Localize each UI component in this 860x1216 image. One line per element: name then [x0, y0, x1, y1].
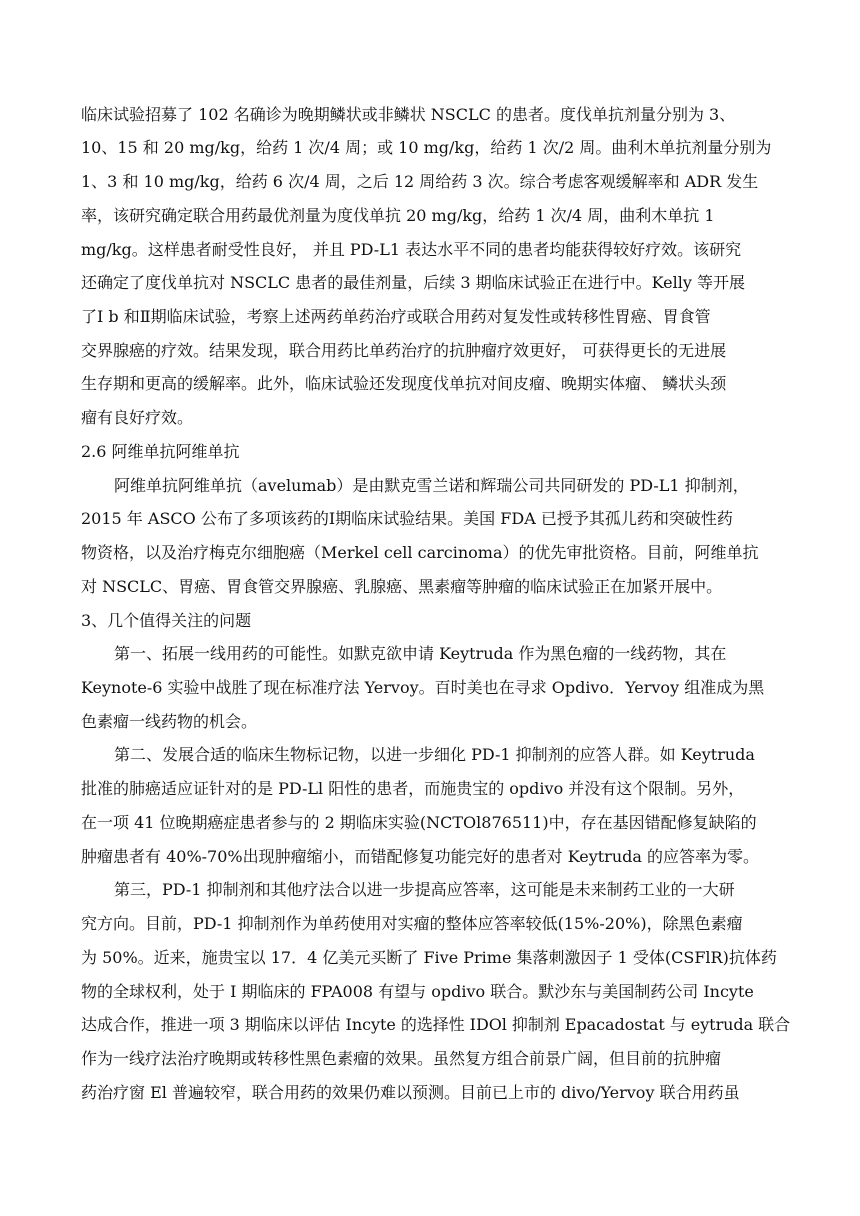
text-line: 交界腺癌的疗效。结果发现，联合用药比单药治疗的抗肿瘤疗效更好， 可获得更长的无进展: [81, 341, 727, 360]
text-line: 达成合作，推进一项 3 期临床以评估 Incyte 的选择性 IDOl 抑制剂 Epacadostat 与 eytruda 联合: [81, 1015, 791, 1034]
text-line: 了Ⅰ b 和Ⅱ期临床试验，考察上述两药单药治疗或联合用药对复发性或转移性胃癌、胃食管: [81, 307, 711, 326]
text-line: mg/kg。这样患者耐受性良好， 并且 PD-L1 表达水平不同的患者均能获得较好疗效。该研究: [81, 240, 742, 259]
text-line: Keynote-6 实验中战胜了现在标准疗法 Yervoy。百时美也在寻求 Opdivo．Yervoy 组准成为黑: [81, 678, 765, 697]
paragraph-start-line: 第一、拓展一线用药的可能性。如默克欲申请 Keytruda 作为黑色瘤的一线药物，其在: [114, 644, 727, 663]
text-line: 物资格，以及治疗梅克尔细胞癌（Merkel cell carcinoma）的优先审批资格。目前，阿维单抗: [81, 543, 759, 562]
text-line: 究方向。目前，PD-1 抑制剂作为单药使用对实瘤的整体应答率较低(15%-20%)，除黑色素瘤: [81, 914, 743, 933]
text-line: 在一项 41 位晚期癌症患者参与的 2 期临床实验(NCTOl876511)中，存在基因错配修复缺陷的: [81, 813, 757, 832]
text-line: 物的全球权利，处于 I 期临床的 FPA008 有望与 opdivo 联合。默沙东与美国制药公司 Incyte: [81, 982, 754, 1001]
text-line: 对 NSCLC、胃癌、胃食管交界腺癌、乳腺癌、黑素瘤等肿瘤的临床试验正在加紧开展中。: [81, 577, 723, 596]
text-line: 还确定了度伐单抗对 NSCLC 患者的最佳剂量，后续 3 期临床试验正在进行中。Kelly 等开展: [81, 273, 745, 292]
section-heading: 2.6 阿维单抗阿维单抗: [81, 442, 240, 461]
paragraph-start-line: 阿维单抗阿维单抗（avelumab）是由默克雪兰诺和辉瑞公司共同研发的 PD-L1 抑制剂，: [114, 476, 749, 495]
paragraph-start-line: 第二、发展合适的临床生物标记物，以进一步细化 PD-1 抑制剂的应答人群。如 Keytruda: [114, 745, 755, 764]
text-line: 为 50%。近来，施贵宝以 17．4 亿美元买断了 Five Prime 集落刺激因子 1 受体(CSFlR)抗体药: [81, 948, 777, 967]
paragraph-start-line: 第三，PD-1 抑制剂和其他疗法合以进一步提高应答率，这可能是未来制药工业的一大研: [114, 880, 735, 899]
section-heading: 3、几个值得关注的问题: [81, 611, 252, 630]
text-line: 临床试验招募了 102 名确诊为晚期鳞状或非鳞状 NSCLC 的患者。度伐单抗剂量分别为 3、: [81, 105, 736, 124]
text-line: 率，该研究确定联合用药最优剂量为度伐单抗 20 mg/kg，给药 1 次/4 周，曲利木单抗 1: [81, 206, 715, 225]
text-line: 肿瘤患者有 40%-70%出现肿瘤缩小，而错配修复功能完好的患者对 Keytruda 的应答率为零。: [81, 847, 759, 866]
text-line: 色素瘤一线药物的机会。: [81, 712, 258, 731]
text-line: 作为一线疗法治疗晚期或转移性黑色素瘤的效果。虽然复方组合前景广阔，但目前的抗肿瘤: [81, 1049, 722, 1068]
text-line: 10、15 和 20 mg/kg，给药 1 次/4 周；或 10 mg/kg，给药 1 次/2 周。曲利木单抗剂量分别为: [81, 138, 772, 157]
text-line: 药治疗窗 El 普遍较窄，联合用药的效果仍难以预测。目前已上市的 divo/Yervoy 联合用药虽: [81, 1083, 740, 1102]
text-line: 批准的肺癌适应证针对的是 PD-Ll 阳性的患者，而施贵宝的 opdivo 并没有这个限制。另外，: [81, 779, 745, 798]
text-line: 2015 年 ASCO 公布了多项该药的Ⅰ期临床试验结果。美国 FDA 已授予其孤儿药和突破性药: [81, 509, 733, 528]
text-line: 生存期和更高的缓解率。此外，临床试验还发现度伐单抗对间皮瘤、晚期实体瘤、 鳞状头颈: [81, 374, 727, 393]
text-line: 瘤有良好疗效。: [81, 408, 194, 427]
text-line: 1、3 和 10 mg/kg，给药 6 次/4 周，之后 12 周给药 3 次。综合考虑客观缓解率和 ADR 发生: [81, 172, 759, 191]
